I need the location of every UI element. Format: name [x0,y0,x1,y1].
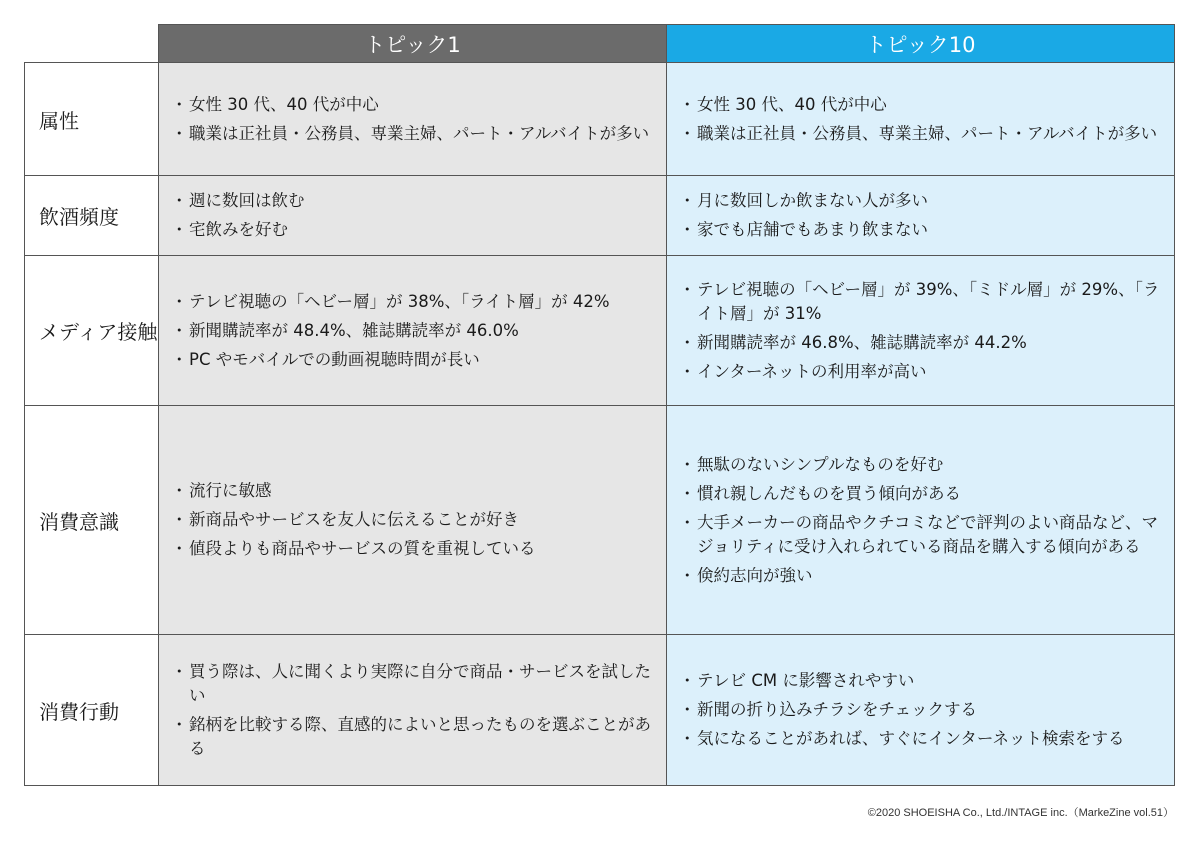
header-topic10: トピック10 [667,25,1175,63]
topic1-cell [159,635,667,786]
row-label: メディア接触 [25,256,159,406]
topic10-bullet-list [667,176,1174,255]
list-item: ・ 家でも店舗でもあまり飲まない [681,218,1164,242]
topic1-bullet-list [159,466,666,574]
topic10-bullet-list [667,80,1174,159]
table-row [25,63,1175,176]
table-row [25,176,1175,256]
list-item: ・ テレビ CM に影響されやすい [681,669,1164,693]
header-topic1: トピック1 [159,25,667,63]
list-item: ・ 慣れ親しんだものを買う傾向がある [681,482,1164,506]
topic1-bullet-list [159,647,666,774]
topic10-cell [667,256,1175,406]
table-row [25,406,1175,635]
topic1-bullet-list [159,80,666,159]
list-item: ・ テレビ視聴の「ヘビー層」が 38%、「ライト層」が 42% [173,290,656,314]
list-item: ・ 新聞購読率が 46.8%、雑誌購読率が 44.2% [681,331,1164,355]
comparison-table [24,24,1175,786]
topic10-cell [667,176,1175,256]
copyright-footer: ©2020 SHOEISHA Co., Ltd./INTAGE inc.（MarkeZine vol.51） [867,807,1174,819]
list-item: ・ 職業は正社員・公務員、専業主婦、パート・アルバイトが多い [681,122,1164,146]
topic1-cell [159,406,667,635]
row-label: 飲酒頻度 [25,176,159,256]
topic1-cell [159,63,667,176]
topic10-bullet-list [667,656,1174,764]
list-item: ・ 新商品やサービスを友人に伝えることが好き [173,508,656,532]
list-item: ・ 宅飲みを好む [173,218,656,242]
list-item: ・ 買う際は、人に聞くより実際に自分で商品・サービスを試したい [173,660,656,708]
list-item: ・ PC やモバイルでの動画視聴時間が長い [173,348,656,372]
topic1-bullet-list [159,277,666,385]
header-row [25,25,1175,63]
list-item: ・ 職業は正社員・公務員、専業主婦、パート・アルバイトが多い [173,122,656,146]
topic10-bullet-list [667,265,1174,397]
table-row [25,256,1175,406]
list-item: ・ 新聞購読率が 48.4%、雑誌購読率が 46.0% [173,319,656,343]
topic10-cell [667,406,1175,635]
list-item: ・ 値段よりも商品やサービスの質を重視している [173,537,656,561]
list-item: ・ 女性 30 代、40 代が中心 [681,93,1164,117]
list-item: ・ 流行に敏感 [173,479,656,503]
list-item: ・ テレビ視聴の「ヘビー層」が 39%、「ミドル層」が 29%、「ライト層」が 31% [681,278,1164,326]
list-item: ・ 月に数回しか飲まない人が多い [681,189,1164,213]
topic1-cell [159,256,667,406]
table-row [25,635,1175,786]
list-item: ・ 銘柄を比較する際、直感的によいと思ったものを選ぶことがある [173,713,656,761]
list-item: ・ 女性 30 代、40 代が中心 [173,93,656,117]
topic1-cell [159,176,667,256]
row-label: 属性 [25,63,159,176]
list-item: ・ 大手メーカーの商品やクチコミなどで評判のよい商品など、マジョリティに受け入れられている商品を購入する傾向がある [681,511,1164,559]
topic10-bullet-list [667,440,1174,601]
header-blank-cell [25,25,159,63]
list-item: ・ 週に数回は飲む [173,189,656,213]
row-label: 消費意識 [25,406,159,635]
row-label: 消費行動 [25,635,159,786]
topic10-cell [667,63,1175,176]
list-item: ・ 気になることがあれば、すぐにインターネット検索をする [681,727,1164,751]
list-item: ・ 無駄のないシンプルなものを好む [681,453,1164,477]
topic10-cell [667,635,1175,786]
list-item: ・ 新聞の折り込みチラシをチェックする [681,698,1164,722]
list-item: ・ 倹約志向が強い [681,564,1164,588]
list-item: ・ インターネットの利用率が高い [681,360,1164,384]
topic1-bullet-list [159,176,666,255]
